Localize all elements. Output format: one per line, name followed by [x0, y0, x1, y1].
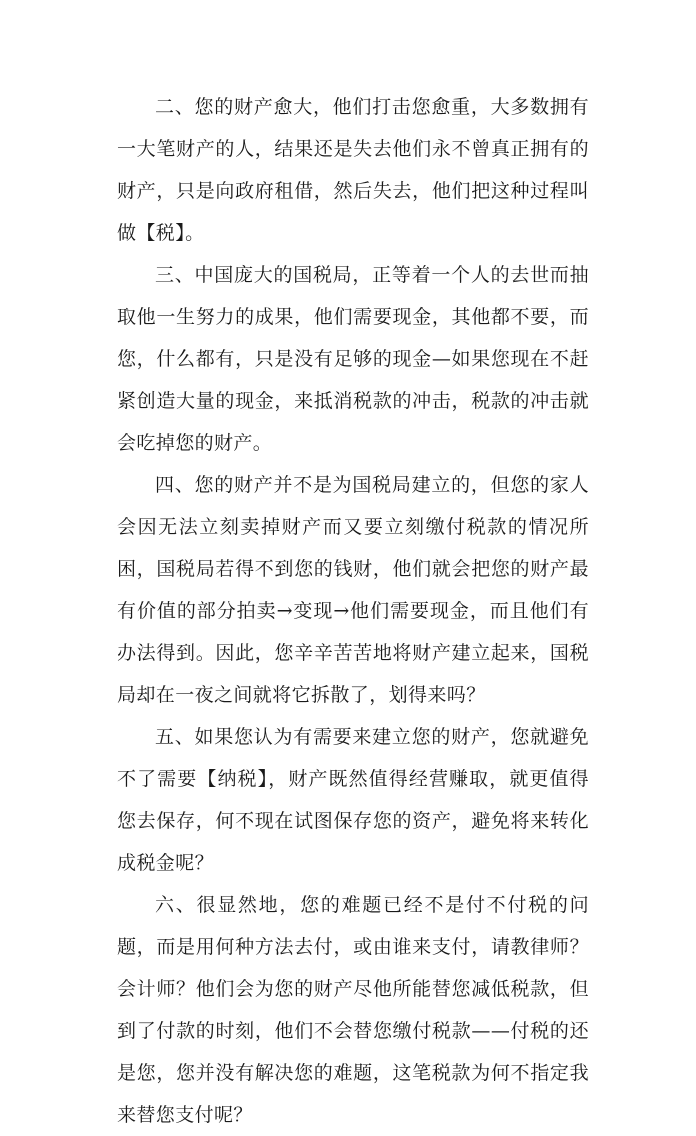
- paragraph-3: 三、中国庞大的国税局，正等着一个人的去世而抽取他一生努力的成果，他们需要现金，其他都不要，而您，什么都有，只是没有足够的现金—如果您现在不赶紧创造大量的现金，来抵消税款的冲击，税款的冲击就会吃掉您的财产。: [117, 264, 589, 454]
- paragraph-5: 五、如果您认为有需要来建立您的财产，您就避免不了需要【纳税】，财产既然值得经营赚取，就更值得您去保存，何不现在试图保存您的资产，避免将来转化成税金呢？: [117, 726, 589, 874]
- document-body: [117, 86, 589, 1136]
- paragraph-6: 六、很显然地，您的难题已经不是付不付税的问题，而是用何种方法去付，或由谁来支付，请教律师？会计师？他们会为您的财产尽他所能替您减低税款，但到了付款的时刻，他们不会替您缴付税款——付税的还是您，您并没有解决您的难题，这笔税款为何不指定我来替您支付呢？: [117, 894, 589, 1126]
- paragraph-4: 四、您的财产并不是为国税局建立的，但您的家人会因无法立刻卖掉财产而又要立刻缴付税款的情况所困，国税局若得不到您的钱财，他们就会把您的财产最有价值的部分拍卖→变现→他们需要现金，而且他们有办法得到。因此，您辛辛苦苦地将财产建立起来，国税局却在一夜之间就将它拆散了，划得来吗？: [117, 474, 589, 706]
- paragraph-2: 二、您的财产愈大，他们打击您愈重，大多数拥有一大笔财产的人，结果还是失去他们永不曾真正拥有的财产，只是向政府租借，然后失去，他们把这种过程叫做【税】。: [117, 96, 589, 244]
